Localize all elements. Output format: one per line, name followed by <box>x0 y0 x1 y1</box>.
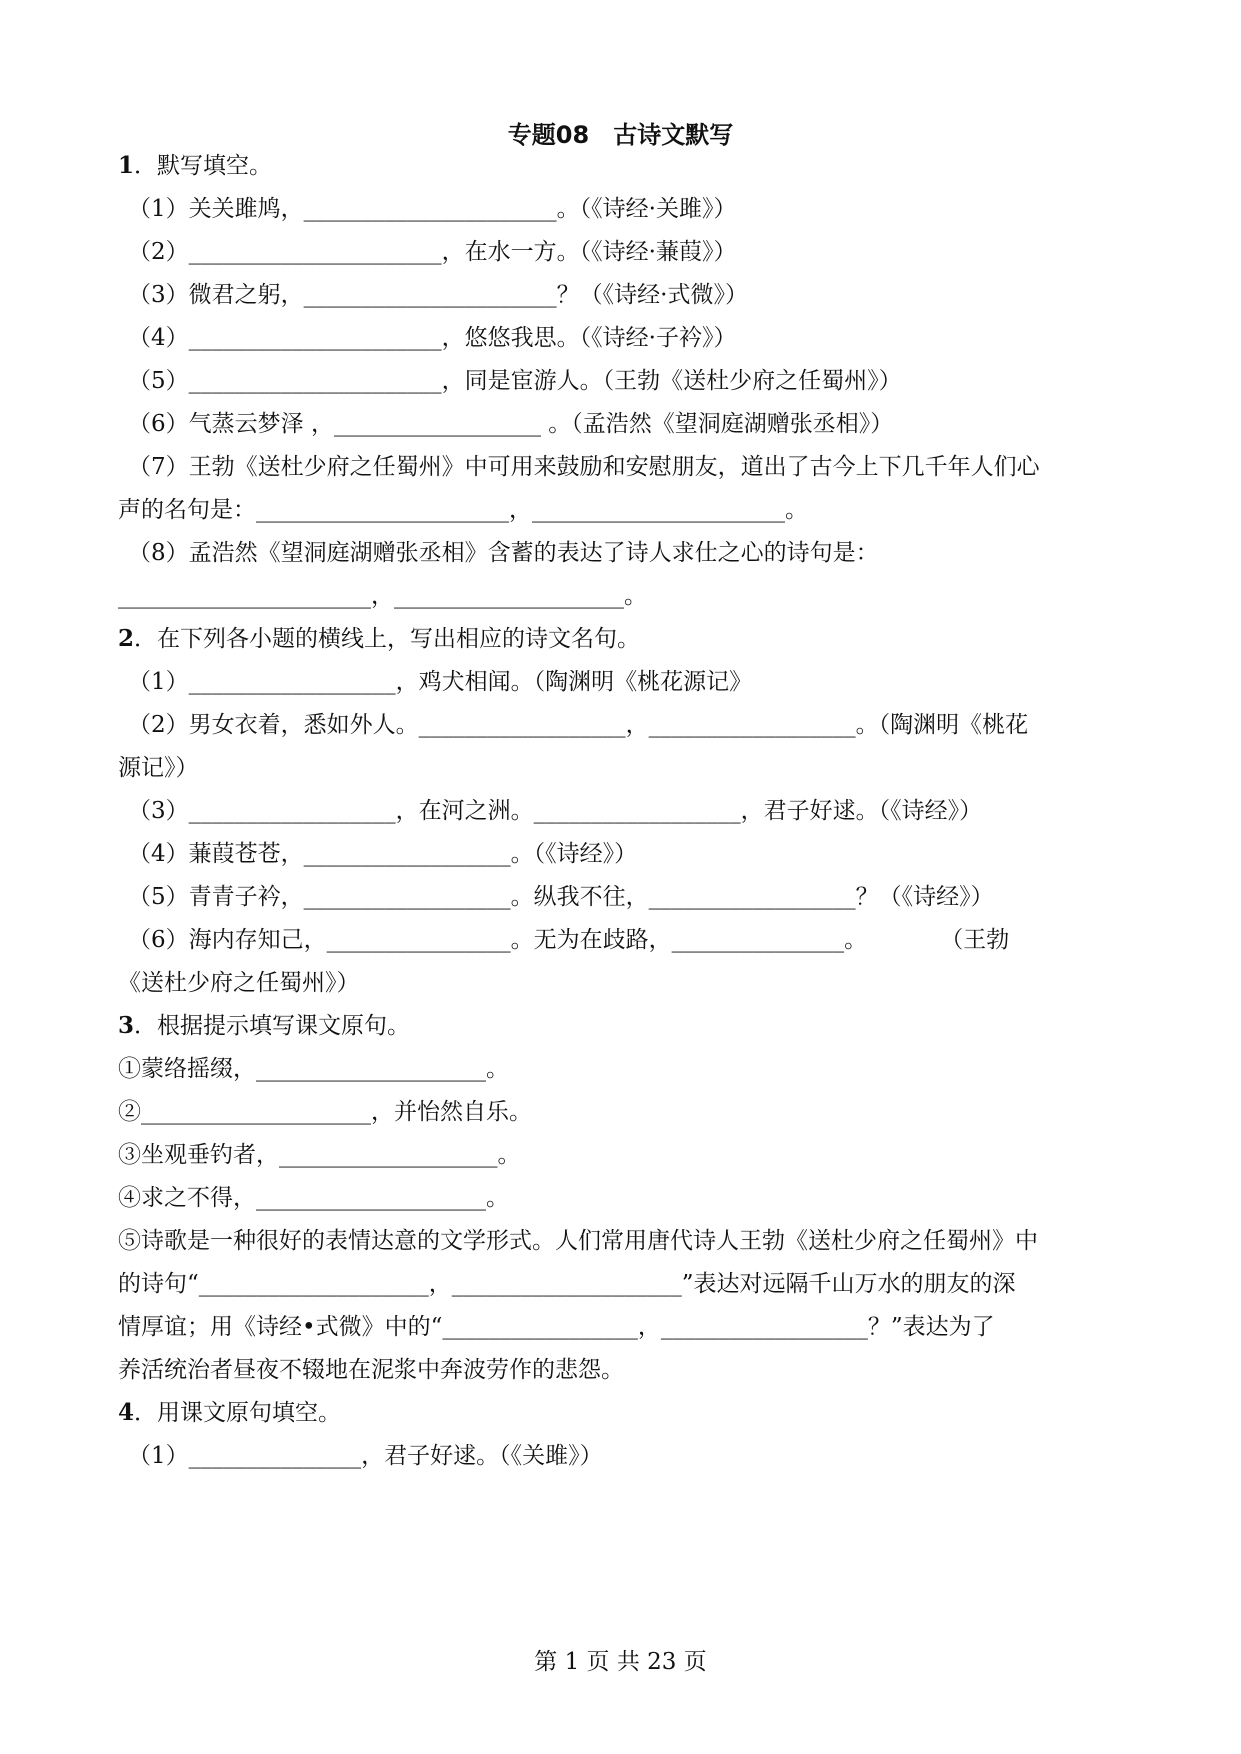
question-number: 2 <box>118 625 135 652</box>
question-line: ③坐观垂钓者，___________________。 <box>118 1142 521 1168</box>
question-line: （6）气蒸云梦泽 ，__________________ 。（孟浩然《望洞庭湖赠张丞相》） <box>128 411 894 437</box>
question-line: ①蒙络摇缀，____________________。 <box>118 1056 509 1082</box>
question-line: 声的名句是：______________________，______________________。 <box>118 497 808 523</box>
question-heading <box>118 150 1138 182</box>
question-heading <box>118 623 1138 655</box>
question-line: （1）关关雎鸠，______________________。（《诗经·关雎》） <box>128 196 737 222</box>
question-heading <box>118 1010 1138 1042</box>
question-line: ②____________________，并怡然自乐。 <box>118 1099 532 1125</box>
question-line: 源记》） <box>118 755 199 781</box>
question-heading <box>118 1397 1138 1429</box>
question-text: ．用课文原句填空。 <box>134 1400 342 1426</box>
question-number: 4 <box>118 1399 135 1426</box>
question-line: （7）王勃《送杜少府之任蜀州》中可用来鼓励和安慰朋友，道出了古今上下几千年人们心 <box>128 454 1040 480</box>
question-line: （5）青青子衿，__________________。纵我不往，__________________？（《诗经》） <box>128 884 994 910</box>
question-line: 的诗句“____________________，____________________”表达对远隔千山万水的朋友的深 <box>118 1271 1016 1297</box>
question-line: （6）海内存知己，________________。无为在歧路，_______________。 （王勃 <box>128 927 1010 953</box>
page-title: 专题08 古诗文默写 <box>507 121 734 149</box>
question-line: 养活统治者昼夜不辍地在泥浆中奔波劳作的悲怨。 <box>118 1357 624 1383</box>
question-line: （3）微君之躬，______________________？（《诗经·式微》） <box>128 282 748 308</box>
question-line: ⑤诗歌是一种很好的表情达意的文学形式。人们常用唐代诗人王勃《送杜少府之任蜀州》中 <box>118 1228 1038 1254</box>
page-footer: 第 1 页 共 23 页 <box>534 1649 707 1675</box>
question-line: （1）__________________，鸡犬相闻。（陶渊明《桃花源记》 <box>128 669 753 695</box>
question-line: （8）孟浩然《望洞庭湖赠张丞相》含蓄的表达了诗人求仕之心的诗句是： <box>128 540 879 566</box>
question-line: 情厚谊；用《诗经•式微》中的“_________________，__________________？”表达为了 <box>118 1314 995 1340</box>
question-line: ④求之不得，____________________。 <box>118 1185 509 1211</box>
question-number: 1 <box>118 152 135 179</box>
question-line: （5）______________________，同是宦游人。（王勃《送杜少府之任蜀州》） <box>128 368 902 394</box>
question-line: （3）__________________，在河之洲。__________________，君子好逑。（《诗经》） <box>128 798 983 824</box>
question-line: （2）男女衣着，悉如外人。__________________，__________________。（陶渊明《桃花 <box>128 712 1029 738</box>
question-text: ．在下列各小题的横线上，写出相应的诗文名句。 <box>134 626 641 652</box>
question-line: （4）蒹葭苍苍，__________________。（《诗经》） <box>128 841 638 867</box>
question-number: 3 <box>118 1012 135 1039</box>
question-line: 《送杜少府之任蜀州》） <box>118 970 360 996</box>
question-line: ______________________，____________________。 <box>118 583 647 609</box>
question-text: ．默写填空。 <box>134 153 273 179</box>
question-line: （1）_______________，君子好逑。（《关雎》） <box>128 1443 603 1469</box>
question-line: （4）______________________，悠悠我思。（《诗经·子衿》） <box>128 325 737 351</box>
question-line: （2）______________________，在水一方。（《诗经·蒹葭》） <box>128 239 737 265</box>
question-text: ．根据提示填写课文原句。 <box>134 1013 411 1039</box>
